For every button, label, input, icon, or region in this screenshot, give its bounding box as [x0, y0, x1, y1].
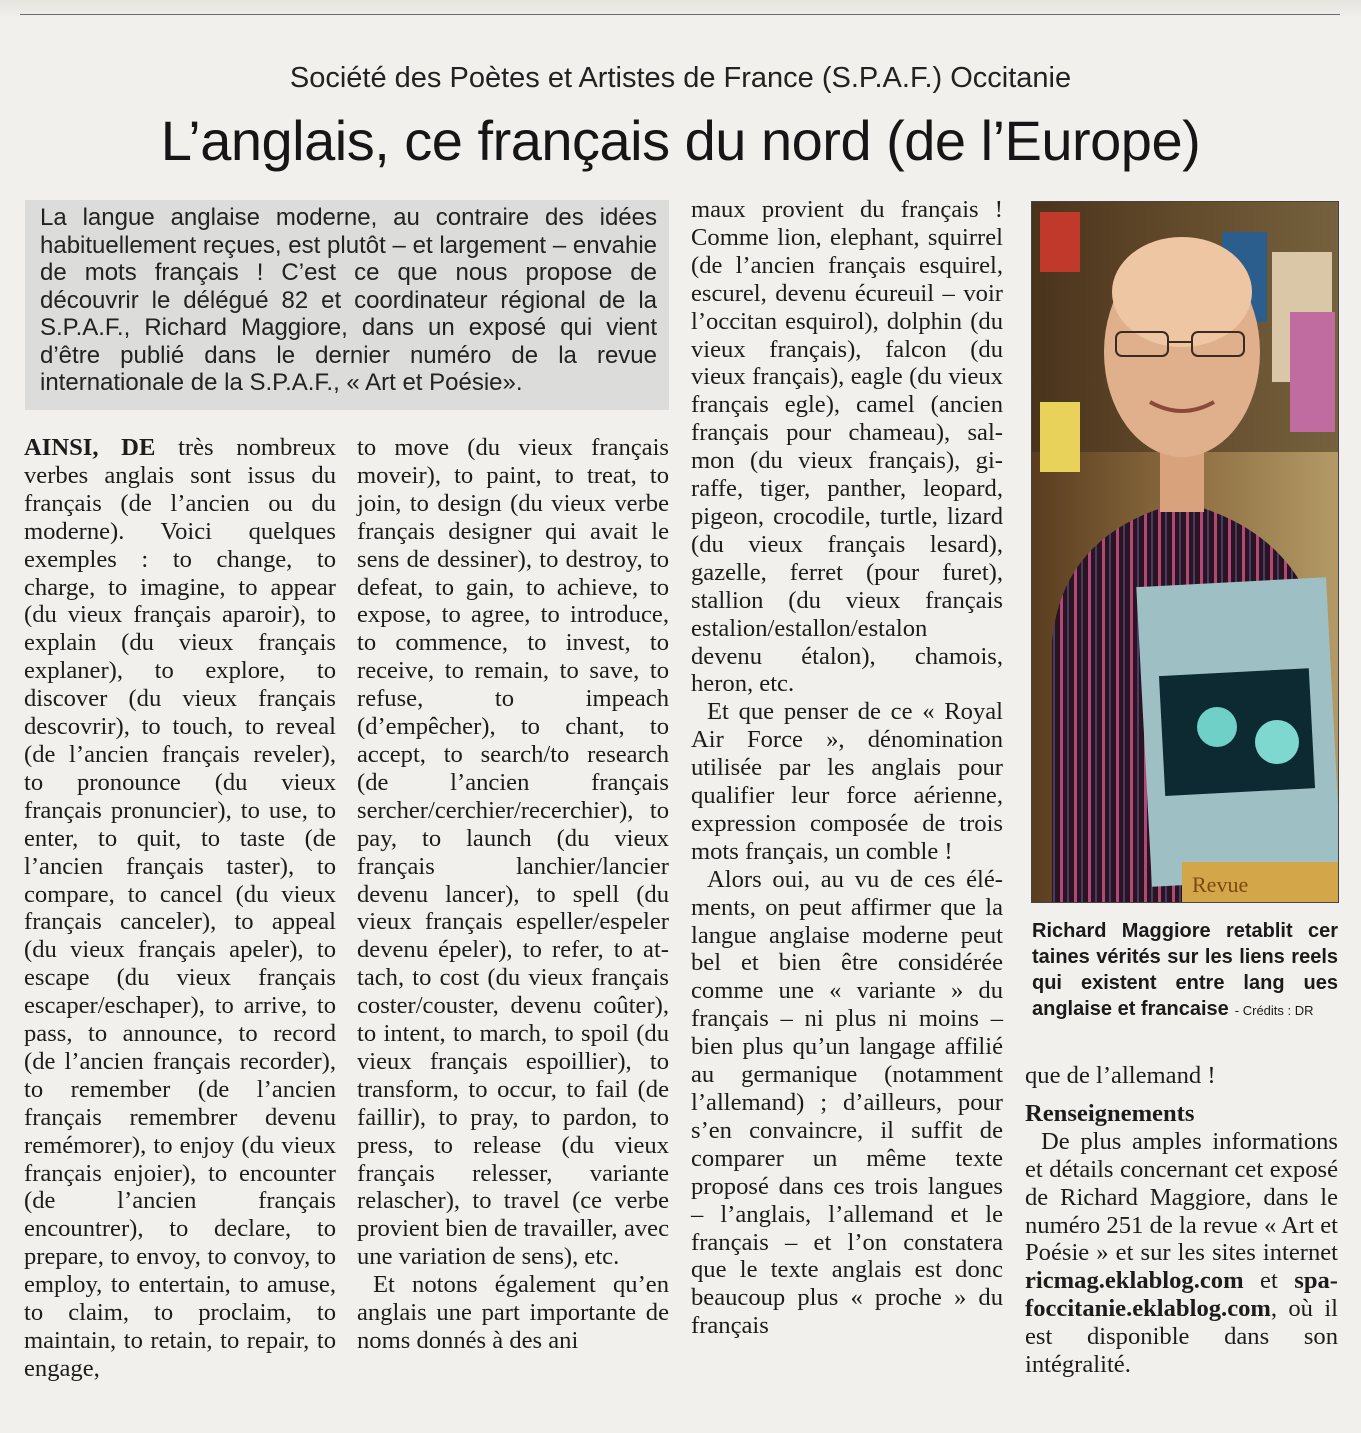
portrait-illustration: [1032, 202, 1338, 902]
website-link-1[interactable]: ricmag.eklablog.com: [1025, 1267, 1244, 1295]
article-column-3: [691, 196, 1003, 1340]
article-column-2: [357, 434, 669, 1355]
column-4-paragraph-2: [1025, 1128, 1338, 1379]
article-column-1: [24, 434, 336, 1383]
column-1-text: très nombreux verbes anglais sont issus du français (de l’ancien ou du moderne). Voici quelques exemples : to change, to charge, to imagine, to appear (du vieux français aparoir), to explain (du vieux français explaner), to explore, to discover (du vieux français descovrir), to touch, to reveal (de l’ancien français reveler), to pronounce (du vieux français pronuncier), to use, to enter, to quit, to taste (de l’ancien français taster), to compare, to cancel (du vieux français canceler), to appeal (du vieux français apeler), to escape (du vieux français escaper/eschaper), to arrive, to pass, to announce, to record (de l’ancien français recorder), to remember (de l’ancien français remembrer devenu remémorer), to enjoy (du vieux français enjoier), to encounter (de l’ancien français encountrer), to declare, to prepare, to envoy, to convoy, to employ, to entertain, to amuse, to claim, to proclaim, to maintain, to retain, to repair, to engage,: [24, 434, 336, 1382]
portrait-photo: [1031, 201, 1339, 903]
info-text-2: et: [1243, 1267, 1295, 1295]
website-link-2[interactable]: spafoccitanie.eklablog.com: [1025, 1267, 1338, 1323]
column-2-paragraph-2: Et notons également qu’en anglais une part importante de noms donnés à des ani: [357, 1271, 669, 1354]
article-supertitle: Société des Poètes et Artistes de France (S.P.A.F.) Occitanie: [289, 62, 1072, 94]
column-2-paragraph-1: to move (du vieux français moveir), to paint, to treat, to join, to design (du vieux verbe français designer qui avait le sens de dessiner), to destroy, to defeat, to gain, to achieve, to expose, to agree, to introduce, to commence, to invest, to receive, to remain, to save, to refuse, to impeach (d’empêcher), to chant, to accept, to search/to research (de l’ancien français sercher/cerchier/recerchier), to pay, to launch (du vieux français lanchier/lancier devenu lancer), to spell (du vieux français espeller/espeler devenu épeler), to refer, to attach, to cost (du vieux français coster/couster, devenu coûter), to intent, to march, to spoil (du vieux français espoillier), to transform, to occur, to fail (de faillir), to pray, to pardon, to press, to release (du vieux français relesser, variante relascher), to travel (ce verbe provient bien de travailler, avec une variation de sens), etc.: [357, 434, 669, 1271]
column-3-paragraph-1: maux provient du français ! Comme lion, elephant, squirrel (de l’ancien français esquirel, escurel, devenu écureuil – voir l’occitan esquirol), dolphin (du vieux français), falcon (du vieux français), eagle (du vieux français egle), camel (ancien français pour chameau), salmon (du vieux français), giraffe, tiger, panther, leopard, pigeon, crocodile, turtle, lizard (du vieux français lesard), gazelle, ferret (pour furet), stallion (du vieux français estalion/estallon/estalon devenu étalon), chamois, heron, etc.: [691, 196, 1003, 698]
photo-credit: - Crédits : DR: [1234, 1003, 1314, 1018]
caption-text: Richard Maggiore retablit cer taines vérités sur les liens reels qui existent entre lang ues anglaise et francaise: [1032, 920, 1338, 1020]
column-3-paragraph-2: Et que penser de ce « Royal Air Force », dénomination utilisée par les anglais pour qualifier leur force aérienne, expression composée de trois mots français, un comble !: [691, 698, 1003, 865]
article-chapo: La langue anglaise moderne, au contraire des idées habituellement reçues, est plutôt – et largement – envahie de mots français ! C’est ce que nous propose de découvrir le délégué 82 et coordinateur régional de la S.P.A.F., Richard Maggiore, dans un exposé qui vient d’être publié dans le dernier numéro de la revue internationale de la S.P.A.F., « Art et Poésie».: [25, 200, 669, 410]
column-4-paragraph-1: que de l’allemand !: [1025, 1062, 1216, 1089]
book-cover-text: Revue: [1192, 872, 1249, 897]
info-text-1: De plus amples informations et détails concernant cet exposé de Richard Maggiore, dans le numéro 251 de la revue « Art et Poésie » et sur les sites internet: [1025, 1127, 1338, 1267]
info-text-3: , où il est disponible dans son intégralité.: [1025, 1295, 1338, 1379]
article-column-4: [1025, 1062, 1338, 1379]
section-subhead: Renseignements: [1025, 1099, 1195, 1127]
article-headline: L’anglais, ce français du nord (de l’Europe): [160, 109, 1201, 172]
photo-caption: [1032, 918, 1338, 1024]
lead-in: AINSI, DE: [24, 434, 156, 461]
column-3-paragraph-3: Alors oui, au vu de ces éléments, on peut affirmer que la langue anglaise moderne peut bel et bien être considérée comme une « variante » du français – ni plus ni moins – bien plus qu’un langage affilié au germanique (notamment l’allemand) ; d’ailleurs, pour s’en convaincre, il suffit de comparer un même texte proposé dans ces trois langues – l’anglais, l’allemand et le français – et l’on constatera que le texte anglais est donc beaucoup plus « proche » du français: [691, 865, 1003, 1340]
top-rule: [20, 14, 1340, 15]
